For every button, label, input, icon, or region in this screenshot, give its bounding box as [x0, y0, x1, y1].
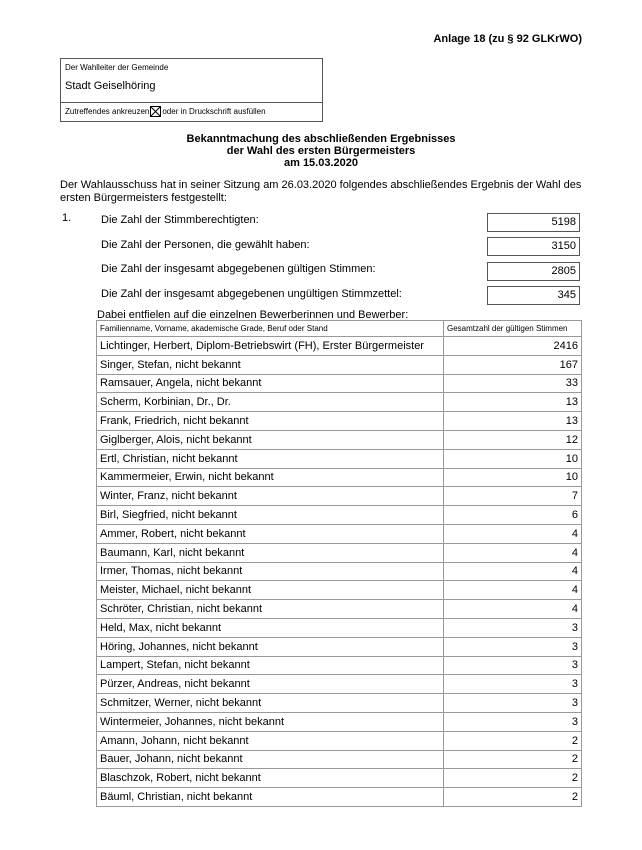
candidate-name: Amann, Johann, nicht bekannt: [97, 731, 444, 750]
table-row: [97, 581, 582, 600]
candidate-votes: 3: [444, 712, 582, 731]
candidate-votes: 2416: [444, 337, 582, 356]
table-row: [97, 524, 582, 543]
table-row: [97, 712, 582, 731]
candidate-name: Höring, Johannes, nicht bekannt: [97, 637, 444, 656]
table-row: [97, 412, 582, 431]
instruction-before: Zutreffendes ankreuzen: [65, 107, 150, 116]
candidate-name: Schröter, Christian, nicht bekannt: [97, 600, 444, 619]
candidate-votes: 2: [444, 769, 582, 788]
table-header-row: [97, 321, 582, 337]
candidate-votes: 13: [444, 393, 582, 412]
summary-value-voted: 3150: [487, 237, 580, 256]
candidate-votes: 4: [444, 600, 582, 619]
candidate-votes: 12: [444, 430, 582, 449]
table-row: [97, 788, 582, 807]
candidate-name: Baumann, Karl, nicht bekannt: [97, 543, 444, 562]
candidate-name: Giglberger, Alois, nicht bekannt: [97, 430, 444, 449]
candidate-name: Ramsauer, Angela, nicht bekannt: [97, 374, 444, 393]
summary-value-eligible: 5198: [487, 213, 580, 232]
summary-value-invalid: 345: [487, 286, 580, 305]
candidate-name: Wintermeier, Johannes, nicht bekannt: [97, 712, 444, 731]
column-header-name: Familienname, Vorname, akademische Grade, Beruf oder Stand: [97, 321, 444, 337]
candidate-votes: 13: [444, 412, 582, 431]
candidate-votes: 167: [444, 355, 582, 374]
table-row: [97, 731, 582, 750]
summary-label-valid: Die Zahl der insgesamt abgegebenen gültigen Stimmen:: [101, 263, 376, 275]
candidate-votes: 4: [444, 524, 582, 543]
candidate-name: Scherm, Korbinian, Dr., Dr.: [97, 393, 444, 412]
candidate-votes: 4: [444, 543, 582, 562]
candidate-votes: 10: [444, 468, 582, 487]
title-line-1: Bekanntmachung des abschließenden Ergebnisses: [186, 133, 456, 145]
candidate-votes: 3: [444, 637, 582, 656]
column-header-votes: Gesamtzahl der gültigen Stimmen: [444, 321, 582, 337]
candidate-votes: 3: [444, 656, 582, 675]
intro-text: Der Wahlausschuss hat in seiner Sitzung am 26.03.2020 folgendes abschließendes Ergebnis der Wahl des ersten Bürgermeisters festgestellt:: [60, 179, 582, 204]
candidate-name: Winter, Franz, nicht bekannt: [97, 487, 444, 506]
table-row: [97, 337, 582, 356]
candidate-name: Pürzer, Andreas, nicht bekannt: [97, 675, 444, 694]
table-row: [97, 618, 582, 637]
header-caption: Der Wahlleiter der Gemeinde: [65, 63, 169, 72]
instruction-after: oder in Druckschrift ausfüllen: [162, 107, 266, 116]
table-row: [97, 656, 582, 675]
candidate-name: Schmitzer, Werner, nicht bekannt: [97, 694, 444, 713]
table-row: [97, 675, 582, 694]
table-row: [97, 393, 582, 412]
candidate-name: Blaschzok, Robert, nicht bekannt: [97, 769, 444, 788]
candidate-name: Irmer, Thomas, nicht bekannt: [97, 562, 444, 581]
candidate-name: Ammer, Robert, nicht bekannt: [97, 524, 444, 543]
candidate-name: Bauer, Johann, nicht bekannt: [97, 750, 444, 769]
table-row: [97, 637, 582, 656]
candidate-name: Frank, Friedrich, nicht bekannt: [97, 412, 444, 431]
candidate-votes: 2: [444, 788, 582, 807]
annex-reference: Anlage 18 (zu § 92 GLKrWO): [433, 33, 582, 45]
candidate-name: Singer, Stefan, nicht bekannt: [97, 355, 444, 374]
candidate-name: Lampert, Stefan, nicht bekannt: [97, 656, 444, 675]
table-row: [97, 543, 582, 562]
candidate-name: Held, Max, nicht bekannt: [97, 618, 444, 637]
table-row: [97, 562, 582, 581]
title-line-2: der Wahl des ersten Bürgermeisters: [226, 145, 416, 157]
candidate-name: Ertl, Christian, nicht bekannt: [97, 449, 444, 468]
summary-label-eligible: Die Zahl der Stimmberechtigten:: [101, 214, 259, 226]
table-row: [97, 506, 582, 525]
candidate-votes: 10: [444, 449, 582, 468]
candidate-name: Birl, Siegfried, nicht bekannt: [97, 506, 444, 525]
document-title: [60, 133, 582, 169]
candidate-name: Meister, Michael, nicht bekannt: [97, 581, 444, 600]
candidate-name: Kammermeier, Erwin, nicht bekannt: [97, 468, 444, 487]
table-row: [97, 468, 582, 487]
table-row: [97, 449, 582, 468]
candidate-votes: 2: [444, 750, 582, 769]
table-row: [97, 487, 582, 506]
table-row: [97, 694, 582, 713]
table-row: [97, 769, 582, 788]
municipality-name: Stadt Geiselhöring: [61, 77, 322, 103]
table-row: [97, 430, 582, 449]
candidate-votes: 4: [444, 581, 582, 600]
candidate-votes: 33: [444, 374, 582, 393]
candidates-heading: Dabei entfielen auf die einzelnen Bewerberinnen und Bewerber:: [97, 309, 409, 321]
candidates-table: [96, 320, 582, 807]
summary-label-voted: Die Zahl der Personen, die gewählt haben:: [101, 239, 310, 251]
candidate-votes: 2: [444, 731, 582, 750]
candidate-name: Lichtinger, Herbert, Diplom-Betriebswirt (FH), Erster Bürgermeister: [97, 337, 444, 356]
table-body: [97, 337, 582, 807]
summary-value-valid: 2805: [487, 262, 580, 281]
candidate-votes: 7: [444, 487, 582, 506]
title-line-3: am 15.03.2020: [283, 157, 358, 169]
table-row: [97, 600, 582, 619]
candidate-votes: 6: [444, 506, 582, 525]
candidate-votes: 3: [444, 675, 582, 694]
table-row: [97, 750, 582, 769]
candidate-votes: 3: [444, 694, 582, 713]
candidate-votes: 3: [444, 618, 582, 637]
summary-label-invalid: Die Zahl der insgesamt abgegebenen ungültigen Stimmzettel:: [101, 288, 402, 300]
section-number: 1.: [62, 212, 72, 224]
candidate-name: Bäuml, Christian, nicht bekannt: [97, 788, 444, 807]
table-row: [97, 374, 582, 393]
crossed-checkbox-icon: [150, 106, 161, 117]
candidate-votes: 4: [444, 562, 582, 581]
header-box: [60, 58, 323, 122]
instruction-row: [61, 103, 322, 120]
table-row: [97, 355, 582, 374]
